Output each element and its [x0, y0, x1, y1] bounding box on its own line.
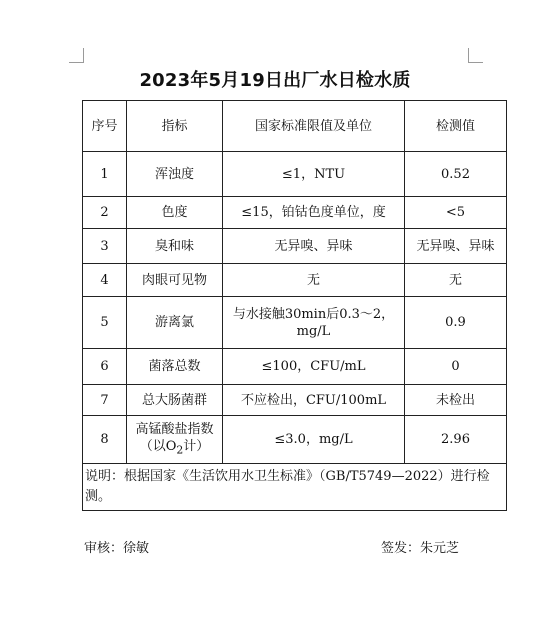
row-no: 8: [83, 416, 127, 464]
table-row: [83, 297, 507, 349]
reviewer-signature: [84, 540, 149, 558]
row-indicator: 游离氯: [127, 297, 223, 349]
document-title: 2023年5月19日出厂水日检水质: [139, 70, 411, 91]
header-no: 序号: [83, 101, 127, 152]
row-limit: 与水接触30min后0.3～2，mg/L: [223, 297, 405, 349]
row-indicator: 臭和味: [127, 229, 223, 264]
row-value: 无异嗅、异味: [405, 229, 507, 264]
subtext-prefix: （以O: [139, 438, 177, 454]
table-row: [83, 349, 507, 385]
table-row: [83, 152, 507, 197]
note-text: 说明：根据国家《生活饮用水卫生标准》（GB/T5749—2022）进行检测。: [83, 464, 507, 511]
row-value: 0: [405, 349, 507, 385]
approver-label: 签发：: [381, 541, 421, 556]
row-indicator-cell: [127, 416, 223, 464]
crop-mark-top-right: [468, 48, 483, 63]
note-row: [83, 464, 507, 511]
row-limit: ≤100，CFU/mL: [223, 349, 405, 385]
row-limit: 不应检出，CFU/100mL: [223, 385, 405, 416]
row-value: 无: [405, 264, 507, 297]
row-indicator: 总大肠菌群: [127, 385, 223, 416]
row-indicator: 肉眼可见物: [127, 264, 223, 297]
row-indicator: 浑浊度: [127, 152, 223, 197]
row-indicator-subtext: [129, 438, 220, 459]
row-no: 2: [83, 197, 127, 229]
table-row: [83, 229, 507, 264]
row-no: 5: [83, 297, 127, 349]
row-no: 4: [83, 264, 127, 297]
row-no: 3: [83, 229, 127, 264]
header-limit: 国家标准限值及单位: [223, 101, 405, 152]
row-indicator: 色度: [127, 197, 223, 229]
crop-mark-top-left: [69, 48, 84, 63]
approver-signature: [381, 540, 459, 558]
table-row: [83, 264, 507, 297]
row-limit: 无: [223, 264, 405, 297]
subtext-suffix: 计）: [183, 438, 210, 454]
subtext-subscript: 2: [176, 443, 184, 457]
row-limit: 无异嗅、异味: [223, 229, 405, 264]
reviewer-label: 审核：: [84, 541, 124, 556]
approver-name: 朱元芝: [420, 541, 460, 556]
table-row: [83, 197, 507, 229]
row-value: <5: [405, 197, 507, 229]
row-limit: ≤3.0，mg/L: [223, 416, 405, 464]
row-value: 0.52: [405, 152, 507, 197]
row-no: 7: [83, 385, 127, 416]
header-indicator: 指标: [127, 101, 223, 152]
table-row: [83, 416, 507, 464]
row-value: 0.9: [405, 297, 507, 349]
water-quality-table: [82, 100, 507, 511]
row-value: 未检出: [405, 385, 507, 416]
header-value: 检测值: [405, 101, 507, 152]
row-no: 1: [83, 152, 127, 197]
table-row: [83, 385, 507, 416]
row-no: 6: [83, 349, 127, 385]
row-indicator: 高锰酸盐指数: [135, 421, 214, 437]
table-header-row: [83, 101, 507, 152]
row-value: 2.96: [405, 416, 507, 464]
row-limit: ≤1，NTU: [223, 152, 405, 197]
reviewer-name: 徐敏: [123, 541, 150, 556]
row-indicator: 菌落总数: [127, 349, 223, 385]
row-limit: ≤15，铂钴色度单位，度: [223, 197, 405, 229]
